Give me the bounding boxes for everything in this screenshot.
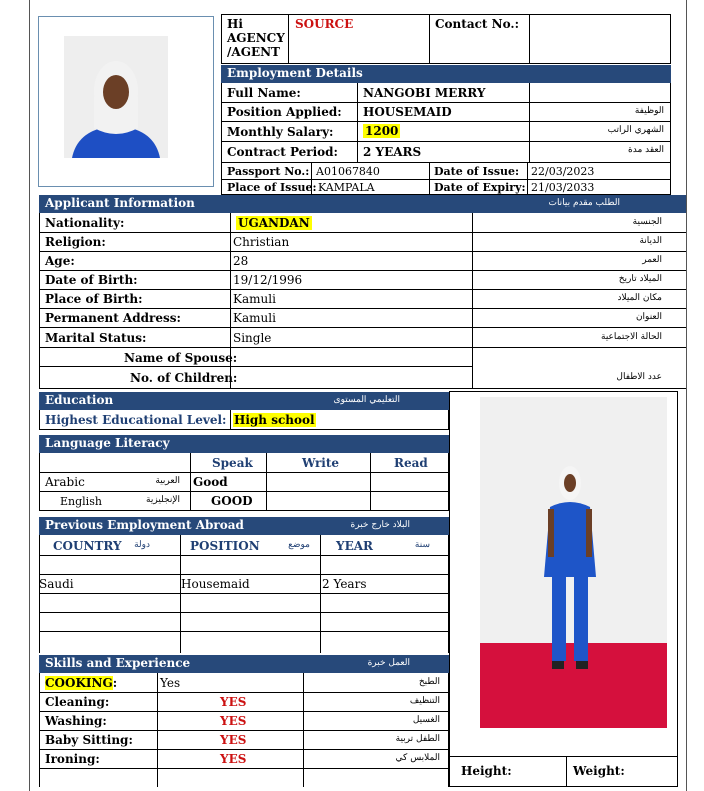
applicant-value: 19/12/1996 xyxy=(233,273,303,287)
education-title: Education xyxy=(45,393,114,407)
divider xyxy=(230,410,231,430)
divider xyxy=(429,14,430,64)
salary-ar: الشهري الراتب xyxy=(607,125,664,135)
divider xyxy=(39,555,449,556)
headshot-frame xyxy=(38,16,214,187)
applicant-ar: الميلاد تاريخ xyxy=(618,274,662,284)
spouse-label: Name of Spouse: xyxy=(124,351,238,365)
divider xyxy=(429,163,430,195)
divider xyxy=(39,308,686,309)
prev-position: Housemaid xyxy=(181,577,250,591)
divider xyxy=(39,612,449,613)
lang-arabic-ar: العربية xyxy=(155,476,180,486)
divider xyxy=(221,141,671,142)
country-header: COUNTRY xyxy=(53,539,122,553)
year-header: YEAR xyxy=(336,539,373,553)
skill-value: YES xyxy=(220,695,247,709)
skill-suffix: : xyxy=(112,676,118,690)
applicant-value: 28 xyxy=(233,254,249,268)
divider xyxy=(221,121,671,122)
skill-ar: التنظيف xyxy=(409,696,440,706)
skills-title: Skills and Experience xyxy=(45,656,191,670)
applicant-ar: العنوان xyxy=(635,312,662,322)
weight-label: Weight: xyxy=(573,764,625,778)
skill-value: YES xyxy=(220,752,247,766)
divider xyxy=(39,730,449,731)
divider xyxy=(370,453,371,511)
height-label: Height: xyxy=(461,764,512,778)
divider xyxy=(39,749,449,750)
divider xyxy=(180,535,181,653)
divider xyxy=(527,163,528,195)
lang-arabic: Arabic xyxy=(45,475,85,489)
divider xyxy=(566,757,567,787)
divider xyxy=(39,347,686,348)
applicant-label: Nationality: xyxy=(45,216,125,230)
lang-english-ar: الإنجليزية xyxy=(146,495,180,505)
skill-ar: الطفل تربية xyxy=(395,734,440,744)
previous-title-ar: البلاد خارج خبرة xyxy=(350,520,410,530)
position-header-ar: موضع xyxy=(288,540,310,550)
skill-label: Ironing: xyxy=(45,752,100,766)
write-header: Write xyxy=(302,456,339,470)
divider xyxy=(288,14,289,64)
skill-ar: الطبخ xyxy=(418,677,440,687)
divider xyxy=(190,453,191,511)
divider xyxy=(39,289,686,290)
contact-label: Contact No.: xyxy=(435,17,519,31)
doi-value: 22/03/2023 xyxy=(531,165,595,178)
applicant-title-ar: الطلب مقدم بيانات xyxy=(548,198,620,208)
applicant-value: UGANDAN xyxy=(238,216,310,230)
divider xyxy=(357,83,358,163)
children-ar: عدد الاطفال xyxy=(616,372,662,382)
children-label: No. of Children: xyxy=(130,371,238,385)
country-header-ar: دولة xyxy=(134,540,150,550)
applicant-ar: مكان الميلاد xyxy=(617,293,662,303)
position-header: POSITION xyxy=(190,539,260,553)
divider xyxy=(39,768,449,769)
full-name-label: Full Name: xyxy=(227,86,301,100)
divider xyxy=(529,83,530,163)
divider xyxy=(39,491,449,492)
divider xyxy=(39,472,449,473)
divider xyxy=(221,102,671,103)
applicant-value: Christian xyxy=(233,235,290,249)
divider xyxy=(39,327,686,328)
previous-title: Previous Employment Abroad xyxy=(45,518,244,532)
applicant-label: Place of Birth: xyxy=(45,292,143,306)
doe-value: 21/03/2033 xyxy=(531,181,595,194)
applicant-label: Age: xyxy=(45,254,75,268)
education-level-label: Highest Educational Level: xyxy=(45,413,227,427)
speak-header: Speak xyxy=(212,456,253,470)
applicant-value: Kamuli xyxy=(233,311,276,325)
skill-row-label xyxy=(45,733,133,747)
divider xyxy=(39,270,686,271)
skill-label: Cleaning: xyxy=(45,695,110,709)
skill-value: Yes xyxy=(160,676,181,690)
headshot-photo xyxy=(64,36,168,158)
left-frame-line xyxy=(29,0,30,791)
right-frame-line xyxy=(686,0,687,791)
divider xyxy=(39,232,686,233)
skill-row-label xyxy=(45,714,107,728)
language-header: Language Literacy xyxy=(39,435,449,453)
skill-row-label xyxy=(45,676,117,690)
read-header: Read xyxy=(394,456,428,470)
applicant-ar: الديانة xyxy=(639,236,662,246)
salary-value: 1200 xyxy=(365,124,399,138)
divider xyxy=(39,692,449,693)
skill-label: Washing: xyxy=(45,714,107,728)
divider xyxy=(39,251,686,252)
applicant-label: Marital Status: xyxy=(45,331,147,345)
skill-ar: الملابس كي xyxy=(395,753,440,763)
applicant-ar: العمر xyxy=(642,255,662,265)
education-level-value: High school xyxy=(234,413,315,427)
prev-country: Saudi xyxy=(39,577,74,591)
divider xyxy=(39,366,472,367)
lang-english: English xyxy=(60,495,102,508)
skill-value: YES xyxy=(220,714,247,728)
skill-ar: الغسيل xyxy=(412,715,440,725)
contract-label: Contract Period: xyxy=(227,145,338,159)
divider xyxy=(320,535,321,653)
skill-label: Baby Sitting: xyxy=(45,733,133,747)
passport-label: Passport No.: xyxy=(227,165,310,178)
divider xyxy=(39,593,449,594)
salary-label: Monthly Salary: xyxy=(227,125,334,139)
divider xyxy=(39,631,449,632)
passport-value: A01067840 xyxy=(316,165,380,178)
position-value: HOUSEMAID xyxy=(363,105,452,119)
skill-row-label xyxy=(45,752,100,766)
lang-english-speak: GOOD xyxy=(211,494,253,508)
contract-ar: العقد مدة xyxy=(628,145,664,155)
position-ar: الوظيفة xyxy=(634,106,664,116)
doe-label: Date of Expiry: xyxy=(434,181,526,194)
applicant-ar: الجنسية xyxy=(632,217,662,227)
source-label: SOURCE xyxy=(295,17,354,31)
skill-value: YES xyxy=(220,733,247,747)
doi-label: Date of Issue: xyxy=(434,165,520,178)
skills-title-ar: العمل خبرة xyxy=(367,658,410,668)
skill-row-label xyxy=(45,695,109,709)
divider xyxy=(221,179,671,180)
skill-label: COOKING xyxy=(45,676,113,690)
applicant-label: Religion: xyxy=(45,235,106,249)
divider xyxy=(266,453,267,511)
poi-value: KAMPALA xyxy=(318,181,375,194)
agency-label: Hi AGENCY /AGENT xyxy=(227,17,285,59)
applicant-value: Kamuli xyxy=(233,292,276,306)
divider xyxy=(39,574,449,575)
applicant-ar: الحالة الاجتماعية xyxy=(601,332,662,342)
divider xyxy=(472,213,473,389)
poi-label: Place of Issue: xyxy=(227,181,317,194)
divider xyxy=(39,711,449,712)
employment-header: Employment Details xyxy=(221,65,671,83)
lang-arabic-speak: Good xyxy=(193,475,228,489)
contract-value: 2 YEARS xyxy=(363,145,422,159)
full-body-photo xyxy=(480,397,667,728)
applicant-label: Date of Birth: xyxy=(45,273,138,287)
applicant-value: Single xyxy=(233,331,272,345)
full-name-value: NANGOBI MERRY xyxy=(363,86,486,100)
applicant-title: Applicant Information xyxy=(45,196,195,210)
position-label: Position Applied: xyxy=(227,105,342,119)
prev-years: 2 Years xyxy=(322,577,367,591)
education-title-ar: التعليمي المستوى xyxy=(333,395,400,405)
applicant-label: Permanent Address: xyxy=(45,311,181,325)
divider xyxy=(529,14,530,64)
year-header-ar: سنة xyxy=(414,540,430,550)
